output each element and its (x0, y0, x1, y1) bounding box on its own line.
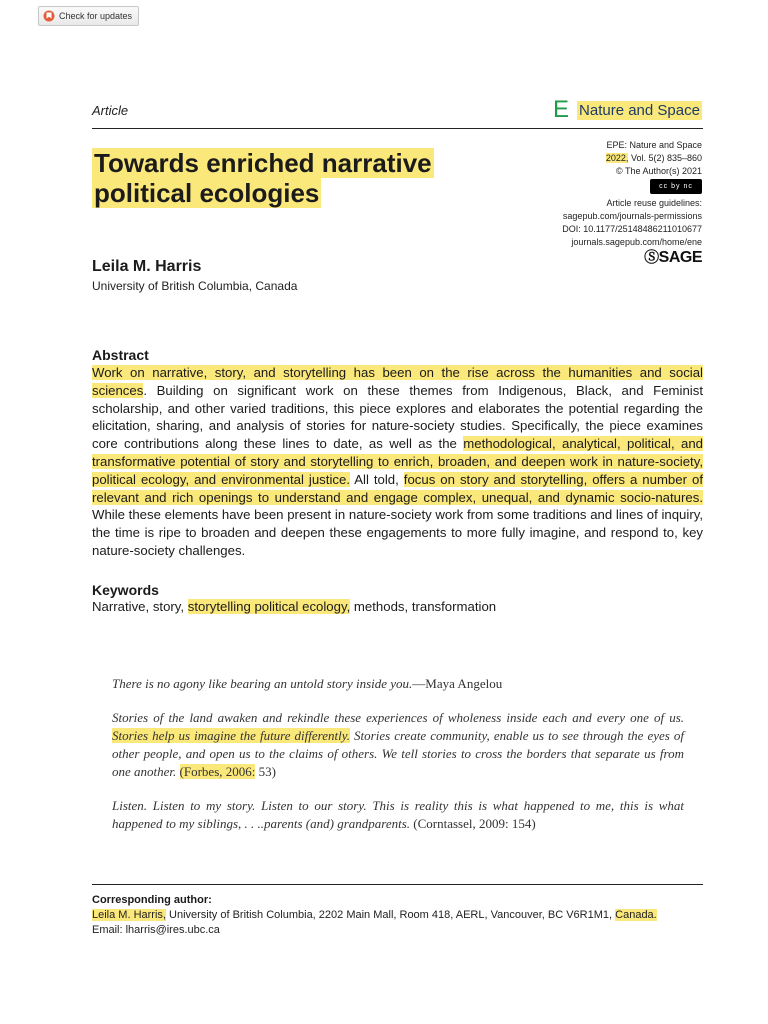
abstract-text-6: While these elements have been present in nature-society work from some traditions and lines of inquiry, the time is ripe to broaden and deepen these engagements to more fully imagine, and respond to, key nature-society challenges. (92, 507, 703, 558)
abstract-highlight-2: methodological, analytical, political, and transformative potential of story and storytelling to enrich, broaden, and deepen work in nature-society, political ecology, and environmental justice. (92, 436, 703, 487)
paper-title (92, 148, 532, 208)
epigraph-1-quote: There is no agony like bearing an untold story inside you. (112, 676, 413, 691)
abstract-heading: Abstract (92, 347, 149, 363)
keywords-part-3: methods, transformation (350, 599, 497, 614)
epigraph-2-text-b: Stories create community, enable us to see through the eyes of other people, and open us to the claims of others. We tell stories to cross the borders that separate us from one another. (112, 728, 684, 779)
meta-reuse-label: Article reuse guidelines: (606, 198, 702, 208)
epigraph-forbes (112, 709, 684, 781)
journal-name: Nature and Space (579, 101, 700, 119)
corresponding-email[interactable]: Email: lharris@ires.ubc.ca (92, 924, 220, 936)
corresponding-country: Canada. (615, 909, 657, 921)
meta-year: 2022, (605, 153, 629, 163)
title-line-1: Towards enriched narrative (94, 148, 432, 178)
abstract-body (92, 364, 703, 560)
meta-journal: EPE: Nature and Space (606, 140, 702, 150)
meta-volume-line (562, 152, 702, 165)
publication-meta (562, 139, 702, 264)
keywords-heading: Keywords (92, 582, 159, 598)
sage-s-icon: Ⓢ (644, 249, 659, 266)
epigraph-2-citation-link[interactable]: (Forbes, 2006: (179, 764, 256, 779)
epigraph-corntassel (112, 797, 684, 833)
corresponding-author-address (92, 909, 657, 921)
epigraph-3-quote: Listen. Listen to my story. Listen to our story. This is reality this is what happened to me, this is what happened to my siblings, . . ..parents (and) grandparents. (112, 798, 684, 831)
corresponding-name: Leila M. Harris, (92, 909, 166, 921)
epigraph-1-source: —Maya Angelou (412, 676, 503, 691)
sage-logo (562, 251, 702, 264)
epigraph-2-citation-page: 53) (255, 764, 276, 779)
meta-journal-link[interactable]: journals.sagepub.com/home/ene (571, 237, 702, 247)
article-type-label: Article (92, 103, 129, 118)
keywords-highlight: storytelling political ecology, (187, 599, 351, 614)
epigraph-2-text-a: Stories of the land awaken and rekindle these experiences of wholeness inside each and every one of us. (112, 710, 684, 725)
crossmark-icon (43, 10, 55, 22)
check-for-updates-label: Check for updates (59, 11, 133, 21)
keywords-list (92, 599, 496, 614)
epigraph-2-highlight: Stories help us imagine the future differently. (112, 728, 351, 743)
abstract-highlight-1: Work on narrative, story, and storytelling has been on the rise across the humanities and social sciences (92, 365, 703, 398)
check-for-updates-button[interactable] (38, 6, 139, 26)
epigraph-3-citation[interactable]: (Corntassel, 2009: 154) (410, 816, 536, 831)
abstract-text-4: All told, (349, 471, 404, 487)
meta-doi[interactable]: DOI: 10.1177/25148486211010677 (562, 224, 702, 234)
sage-wordmark: SAGE (658, 249, 702, 266)
title-line-2: political ecologies (94, 178, 320, 208)
author-affiliation: University of British Columbia, Canada (92, 279, 298, 293)
journal-brand (553, 98, 702, 122)
abstract-text-2: . Building on significant work on these themes from Indigenous, Black, and Feminist scholarship, and other varied traditions, this piece explores and elaborates the potential regarding the elicitation, sharing, and analysis of stories for nature-society studies. Specifically, the piece examines core contributions along these lines to date, as well as the (92, 382, 703, 452)
abstract-highlight-3: focus on story and storytelling, offers a number of relevant and rich openings to understand and engage complex, unequal, and dynamic socio-natures. (92, 471, 703, 505)
keywords-part-1: Narrative, story, (92, 599, 188, 614)
epigraph-angelou (112, 675, 684, 693)
meta-copyright: © The Author(s) 2021 (615, 166, 702, 176)
meta-volume-pages: Vol. 5(2) 835–860 (630, 153, 702, 163)
footer-divider (92, 884, 703, 885)
corresponding-author-heading: Corresponding author: (92, 894, 212, 906)
author-name: Leila M. Harris (92, 258, 202, 275)
meta-reuse-link[interactable]: sagepub.com/journals-permissions (562, 211, 702, 221)
corresponding-address-text: University of British Columbia, 2202 Main Mall, Room 418, AERL, Vancouver, BC V6R1M1, (165, 909, 616, 921)
journal-e-logo-icon: E (553, 96, 570, 123)
header-divider (92, 128, 703, 129)
cc-license-icon: cc by nc (650, 179, 702, 194)
